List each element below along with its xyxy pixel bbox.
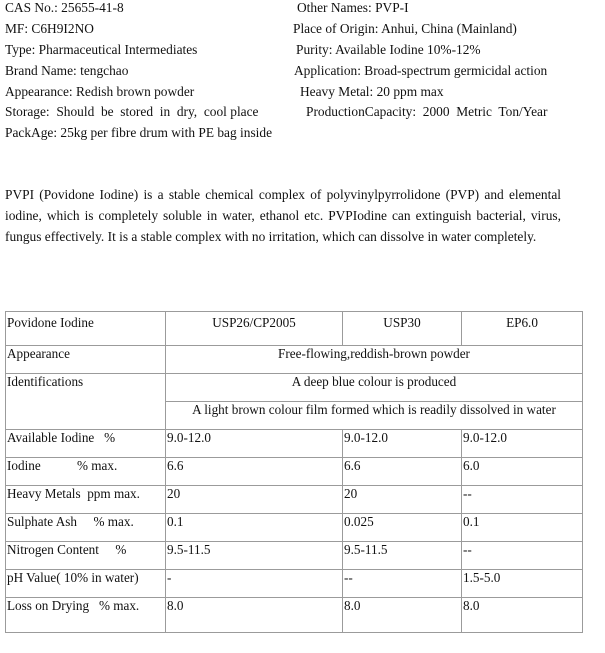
usp30-value: 20 — [343, 486, 462, 514]
spec-package: PackAge: 25kg per fibre drum with PE bag inside — [5, 125, 273, 140]
spec-cas: CAS No.: 25655-41-8 — [5, 0, 124, 15]
spec-purity: Purity: Available Iodine 10%-12% — [296, 42, 481, 57]
usp26-value: 8.0 — [166, 598, 343, 633]
ep-value: 6.0 — [462, 458, 583, 486]
ep-value: 0.1 — [462, 514, 583, 542]
usp30-value: -- — [343, 570, 462, 598]
spec-capacity: ProductionCapacity: 2000 Metric Ton/Year — [306, 104, 548, 119]
usp30-value: 0.025 — [343, 514, 462, 542]
ep-value: 8.0 — [462, 598, 583, 633]
ep-value: 1.5-5.0 — [462, 570, 583, 598]
row-label: Sulphate Ash % max. — [6, 514, 166, 542]
ep-value: -- — [462, 542, 583, 570]
row-label: Nitrogen Content % — [6, 542, 166, 570]
header-povidone-iodine: Povidone Iodine — [6, 312, 166, 346]
usp26-value: 9.5-11.5 — [166, 542, 343, 570]
table-row — [6, 542, 583, 570]
ep-value: -- — [462, 486, 583, 514]
header-ep6: EP6.0 — [462, 312, 583, 346]
ep-value: 9.0-12.0 — [462, 430, 583, 458]
row-label: Appearance — [6, 346, 166, 374]
usp30-value: 9.0-12.0 — [343, 430, 462, 458]
table-row — [6, 458, 583, 486]
table-row-identifications — [6, 374, 583, 402]
spec-origin: Place of Origin: Anhui, China (Mainland) — [293, 21, 517, 36]
table-row-appearance — [6, 346, 583, 374]
table-row — [6, 514, 583, 542]
spec-other-names: Other Names: PVP-I — [297, 0, 409, 15]
row-label: Iodine % max. — [6, 458, 166, 486]
usp26-value: 0.1 — [166, 514, 343, 542]
header-usp30: USP30 — [343, 312, 462, 346]
spec-storage: Storage: Should be stored in dry, cool place — [5, 104, 259, 119]
row-label: Heavy Metals ppm max. — [6, 486, 166, 514]
row-label: Loss on Drying % max. — [6, 598, 166, 633]
spec-heavy-metal: Heavy Metal: 20 ppm max — [300, 84, 444, 99]
usp26-value: 9.0-12.0 — [166, 430, 343, 458]
table-header-row — [6, 312, 583, 346]
identification-value-1: A deep blue colour is produced — [166, 374, 583, 402]
spec-brand: Brand Name: tengchao — [5, 63, 129, 78]
usp30-value: 6.6 — [343, 458, 462, 486]
usp26-value: - — [166, 570, 343, 598]
table-row — [6, 598, 583, 633]
usp26-value: 20 — [166, 486, 343, 514]
row-label: Available Iodine % — [6, 430, 166, 458]
row-label: pH Value( 10% in water) — [6, 570, 166, 598]
spec-application: Application: Broad-spectrum germicidal action — [294, 63, 548, 78]
appearance-value: Free-flowing,reddish-brown powder — [166, 346, 583, 374]
spec-type: Type: Pharmaceutical Intermediates — [5, 42, 198, 57]
spec-table — [5, 311, 583, 633]
product-description: PVPI (Povidone Iodine) is a stable chemical complex of polyvinylpyrrolidone (PVP) and elemental iodine, which is completely soluble in water, ethanol etc. PVPIodine can extinguish bacterial, virus, fungus effectively. It is a stable complex with no irritation, which can dissolve in water completely. — [5, 187, 561, 244]
usp30-value: 8.0 — [343, 598, 462, 633]
usp30-value: 9.5-11.5 — [343, 542, 462, 570]
identification-value-2: A light brown colour film formed which is readily dissolved in water — [166, 402, 583, 430]
table-row — [6, 570, 583, 598]
spec-appearance: Appearance: Redish brown powder — [5, 84, 195, 99]
header-usp26: USP26/CP2005 — [166, 312, 343, 346]
usp26-value: 6.6 — [166, 458, 343, 486]
table-row — [6, 486, 583, 514]
table-row — [6, 430, 583, 458]
spec-mf: MF: C6H9I2NO — [5, 21, 94, 36]
row-label: Identifications — [6, 374, 166, 430]
